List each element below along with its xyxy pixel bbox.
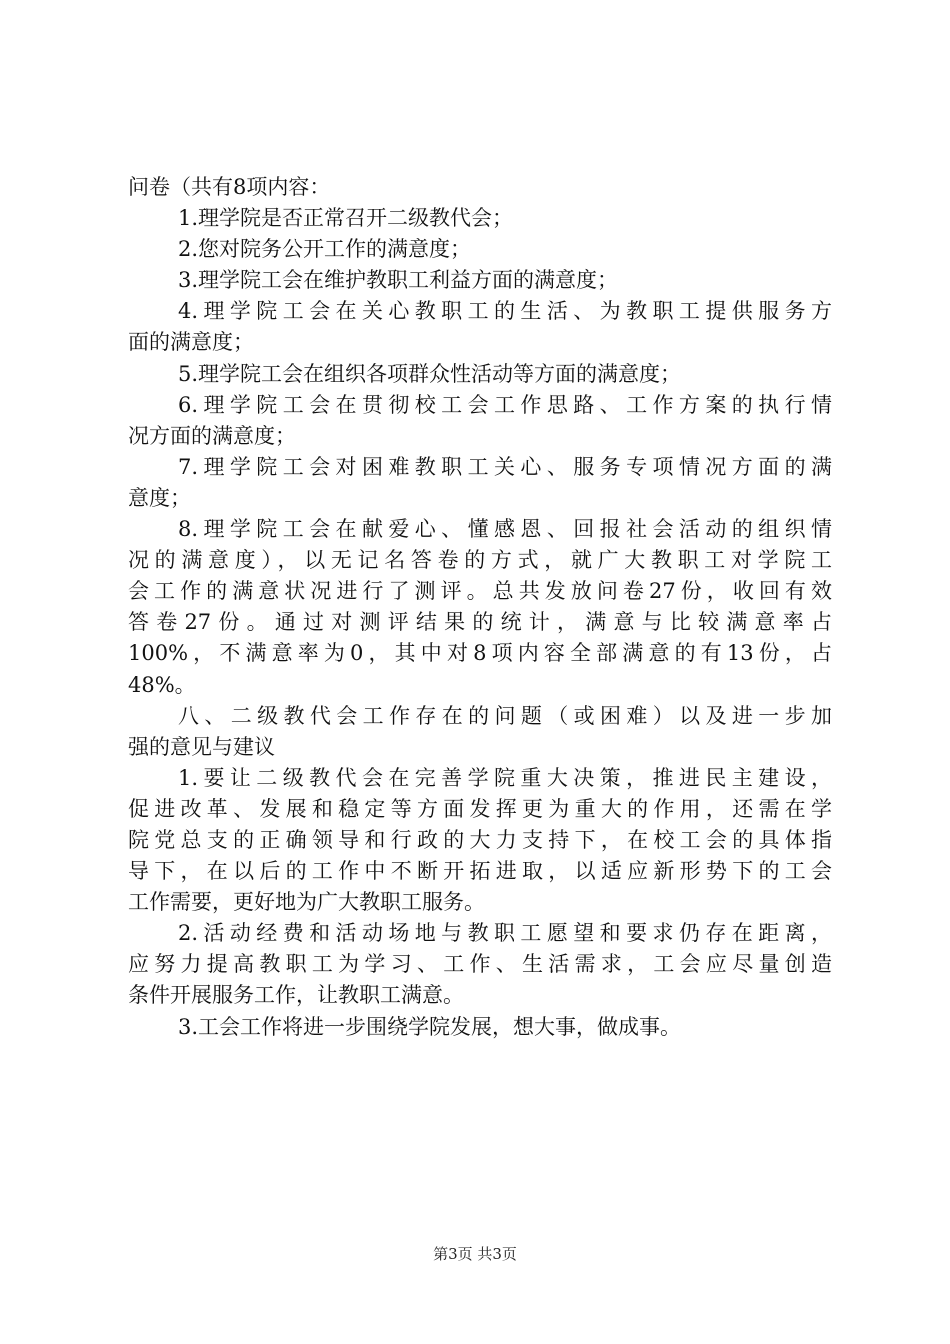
text-line: 1.理学院是否正常召开二级教代会； [178,206,514,231]
text-line: 工作需要，更好地为广大教职工服务。 [128,890,485,915]
text-line: 8.理学院工会在献爱心、懂感恩、回报社会活动的组织情 [178,517,832,542]
text-line: 2.活动经费和活动场地与教职工愿望和要求仍存在距离， [178,921,832,946]
text-line: 应努力提高教职工为学习、工作、生活需求，工会应尽量创造 [128,952,832,977]
text-line: 况的满意度），以无记名答卷的方式，就广大教职工对学院工 [128,548,832,573]
text-line: 八、二级教代会工作存在的问题（或困难）以及进一步加 [178,703,832,728]
text-line: 5.理学院工会在组织各项群众性活动等方面的满意度； [178,361,682,386]
text-line: 4.理学院工会在关心教职工的生活、为教职工提供服务方 [178,299,832,324]
text-line: 3.工会工作将进一步围绕学院发展，想大事，做成事。 [178,1014,682,1039]
page-footer: 第3页 共3页 [433,1245,517,1263]
text-line: 7.理学院工会对困难教职工关心、服务专项情况方面的满 [178,454,832,479]
text-line: 促进改革、发展和稳定等方面发挥更为重大的作用，还需在学 [128,796,832,821]
text-line: 面的满意度； [128,330,254,355]
text-line: 1.要让二级教代会在完善学院重大决策，推进民主建设， [178,765,832,790]
document-body [128,172,832,1043]
text-line: 2.您对院务公开工作的满意度； [178,237,472,262]
text-line: 况方面的满意度； [128,423,296,448]
text-line: 48%。 [128,672,196,697]
text-line: 意度； [128,485,191,510]
text-line: 会工作的满意状况进行了测评。总共发放问卷27份，收回有效 [128,579,832,604]
text-line: 条件开展服务工作，让教职工满意。 [128,983,464,1008]
text-line: 3.理学院工会在维护教职工利益方面的满意度； [178,268,619,293]
text-line: 院党总支的正确领导和行政的大力支持下，在校工会的具体指 [128,827,832,852]
text-line: 100%，不满意率为0，其中对8项内容全部满意的有13份，占 [128,641,832,666]
text-line: 强的意见与建议 [128,734,275,759]
text-line: 导下，在以后的工作中不断开拓进取，以适应新形势下的工会 [128,859,832,884]
text-line: 6.理学院工会在贯彻校工会工作思路、工作方案的执行情 [178,392,832,417]
text-line: 答卷27份。通过对测评结果的统计，满意与比较满意率占 [128,610,832,635]
text-line: 问卷（共有8项内容： [128,175,331,199]
